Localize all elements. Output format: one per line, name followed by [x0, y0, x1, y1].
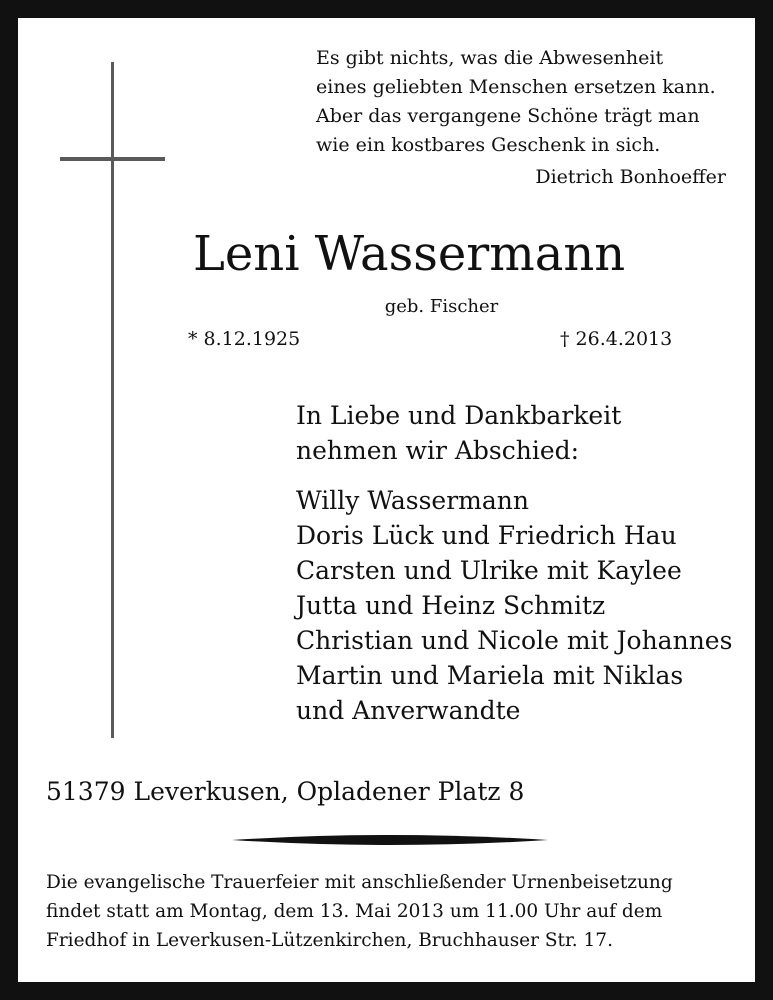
- bonhoeffer-quote: [316, 44, 756, 160]
- mourner-item: Martin und Mariela mit Niklas: [296, 661, 684, 690]
- quote-line: wie ein kostbares Geschenk in sich.: [316, 134, 661, 156]
- tapered-divider-line: [232, 832, 548, 848]
- cross-icon-horizontal-bar: [60, 157, 165, 161]
- farewell-intro-line: nehmen wir Abschied:: [296, 436, 580, 465]
- cross-icon-vertical-bar: [111, 62, 114, 738]
- funeral-service-info: [46, 868, 736, 955]
- quote-line: Aber das vergangene Schöne trägt man: [316, 105, 700, 127]
- death-date: † 26.4.2013: [560, 328, 673, 350]
- quote-line: eines geliebten Menschen ersetzen kann.: [316, 76, 716, 98]
- family-address: 51379 Leverkusen, Opladener Platz 8: [46, 777, 525, 806]
- maiden-name: geb. Fischer: [384, 296, 499, 317]
- mourner-item: Doris Lück und Friedrich Hau: [296, 521, 677, 550]
- mourner-item: und Anverwandte: [296, 696, 521, 725]
- quote-line: Es gibt nichts, was die Abwesenheit: [316, 47, 664, 69]
- service-line: Friedhof in Leverkusen-Lützenkirchen, Bruchhauser Str. 17.: [46, 930, 613, 951]
- service-line: findet statt am Montag, dem 13. Mai 2013 um 11.00 Uhr auf dem: [46, 901, 663, 922]
- deceased-name: Leni Wassermann: [193, 226, 626, 282]
- quote-author: Dietrich Bonhoeffer: [535, 166, 726, 188]
- birth-date: * 8.12.1925: [188, 328, 301, 350]
- service-line: Die evangelische Trauerfeier mit anschließender Urnenbeisetzung: [46, 872, 673, 893]
- mourner-item: Christian und Nicole mit Johannes: [296, 626, 733, 655]
- mourners-list: [296, 483, 732, 728]
- farewell-intro: [296, 398, 621, 468]
- mourner-item: Willy Wassermann: [296, 486, 529, 515]
- mourner-item: Jutta und Heinz Schmitz: [296, 591, 606, 620]
- mourner-item: Carsten und Ulrike mit Kaylee: [296, 556, 682, 585]
- farewell-intro-line: In Liebe und Dankbarkeit: [296, 401, 622, 430]
